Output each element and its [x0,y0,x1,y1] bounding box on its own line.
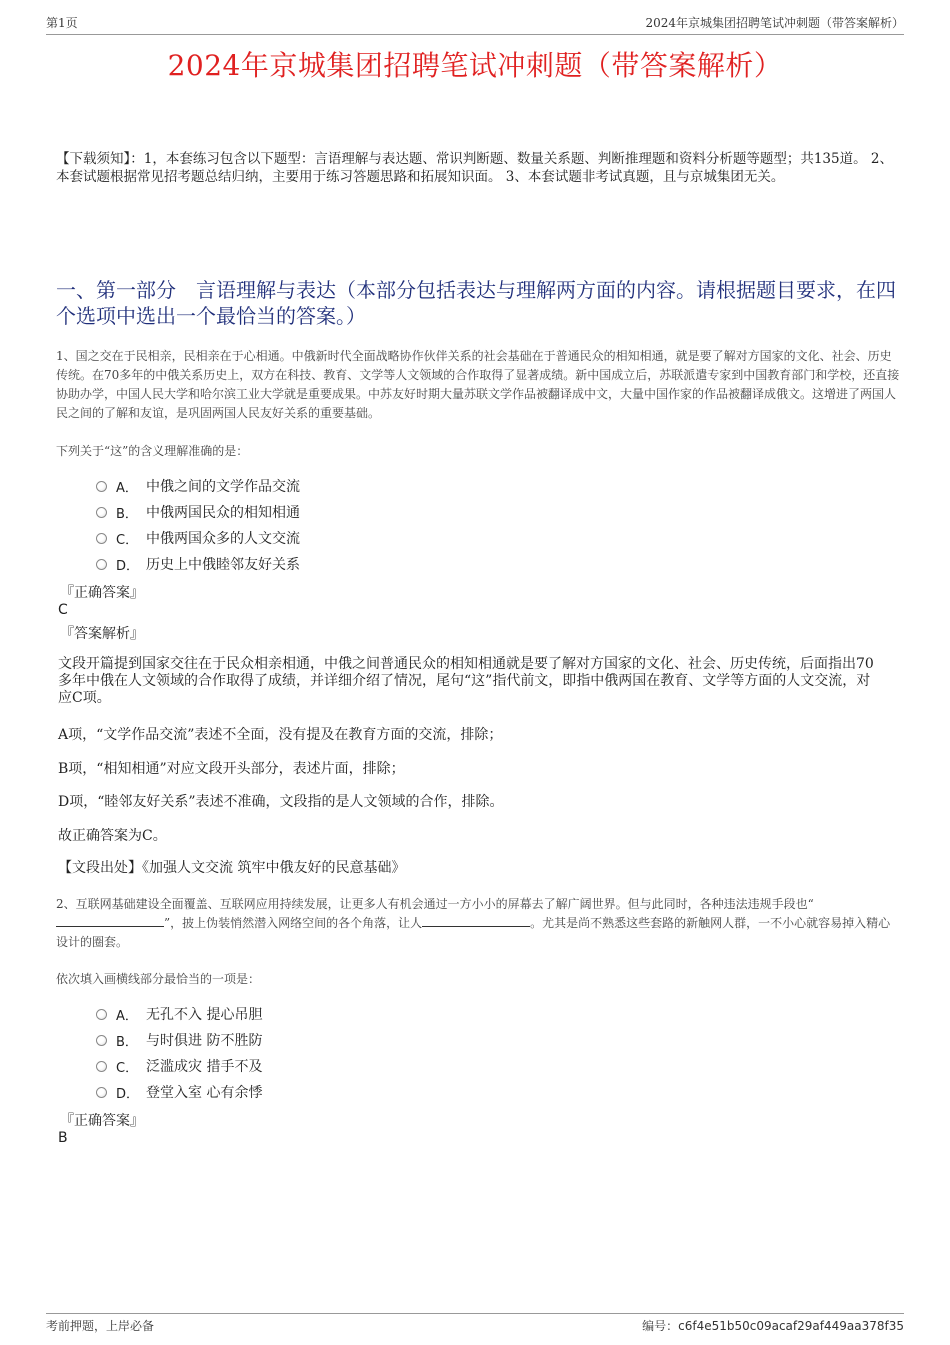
radio-icon[interactable] [96,1009,107,1020]
q1-analysis-label: 『答案解析』 [60,626,144,642]
footer-code-value: c6f4e51b50c09acaf29af449aa378f35 [678,1319,904,1333]
page-number: 第1页 [46,16,78,30]
option-text: 中俄两国民众的相知相通 [146,505,300,521]
radio-icon[interactable] [96,533,107,544]
page-header [46,14,904,35]
page-title: 2024年京城集团招聘笔试冲刺题（带答案解析） [167,49,783,82]
q2-option-c[interactable] [96,1056,262,1076]
header-doc-title: 2024年京城集团招聘笔试冲刺题（带答案解析） [645,16,904,30]
q2-option-a[interactable] [96,1004,262,1024]
option-text: 无孔不入 提心吊胆 [146,1007,263,1023]
footer-code [642,1317,904,1334]
option-letter: B． [116,1034,138,1050]
option-text: 与时俱进 防不胜防 [146,1033,263,1049]
radio-icon[interactable] [96,1035,107,1046]
option-letter: A． [116,480,138,496]
q2-answer-label: 『正确答案』 [60,1113,144,1129]
q1-analysis-a: A项，“文学作品交流”表述不全面，没有提及在教育方面的交流，排除； [58,727,503,743]
q2-text-part-1: 2、互联网基础建设全面覆盖、互联网应用持续发展，让更多人有机会通过一方小小的屏幕去了解广阔世界。但与此同时，各种违法违规手段也“ [56,897,814,911]
q2-text-part-3: 。尤其是尚不熟悉这些套路的新触网人群，一不小心就容易掉入精心设计的圈套。 [56,916,891,949]
q2-option-b[interactable] [96,1030,262,1050]
radio-icon[interactable] [96,1061,107,1072]
question-2-passage [56,895,902,952]
q2-option-d[interactable] [96,1082,262,1102]
q1-option-b[interactable] [96,502,300,522]
option-letter: C． [116,532,139,548]
option-letter: D． [116,558,140,574]
option-letter: B． [116,506,138,522]
q1-option-d[interactable] [96,554,300,574]
q2-text-part-2: ”，披上伪装悄然潜入网络空间的各个角落，让人 [164,916,423,930]
q1-conclusion: 故正确答案为C。 [58,828,167,844]
radio-icon[interactable] [96,507,107,518]
footer-slogan: 考前押题，上岸必备 [46,1319,155,1333]
page-footer [46,1313,904,1334]
q1-source: 【文段出处】《加强人文交流 筑牢中俄友好的民意基础》 [58,860,406,876]
question-1-passage: 1、国之交在于民相亲，民相亲在于心相通。中俄新时代全面战略协作伙伴关系的社会基础在于普通民众的相知相通，就是要了解对方国家的文化、社会、历史传统。在70多年的中俄关系历史上，双方在科技、教育、文学等人文领域的合作取得了显著成绩。新中国成立后，苏联派遣专家到中国教育部门和学校，还直接协助办学，中国人民大学和哈尔滨工业大学就是重要成果。中苏友好时期大量苏联文学作品被翻译成中文，大量中国作家的作品被翻译成俄文。这增进了两国人民之间的了解和友谊，是巩固两国人民友好关系的重要基础。 [56,349,900,420]
q1-analysis-d: D项，“睦邻友好关系”表述不准确，文段指的是人文领域的合作，排除。 [58,794,504,810]
option-letter: D． [116,1086,140,1102]
radio-icon[interactable] [96,1087,107,1098]
option-text: 中俄之间的文学作品交流 [146,479,300,495]
q1-answer-label: 『正确答案』 [60,585,144,601]
fill-blank-1 [56,914,164,927]
q1-answer: C [58,602,68,618]
footer-code-label: 编号： [642,1319,679,1333]
q2-answer: B [58,1130,68,1146]
fill-blank-2 [422,914,530,927]
radio-icon[interactable] [96,481,107,492]
question-2-prompt: 依次填入画横线部分最恰当的一项是： [56,972,261,986]
q1-analysis-paragraph: 文段开篇提到国家交往在于民众相亲相通，中俄之间普通民众的相知相通就是要了解对方国家的文化、社会、历史传统，后面指出70多年中俄在人文领域的合作取得了成绩，并详细介绍了情况，尾句“这”指代前文，即指中俄两国在教育、文学等方面的人文交流，对应C项。 [58,656,874,706]
q1-option-a[interactable] [96,476,300,496]
option-text: 历史上中俄睦邻友好关系 [146,557,300,573]
option-text: 泛滥成灾 措手不及 [146,1059,263,1075]
question-1-prompt: 下列关于“这”的含义理解准确的是： [56,444,249,458]
option-text: 登堂入室 心有余悸 [146,1085,263,1101]
download-notice: 【下载须知】：1，本套练习包含以下题型：言语理解与表达题、常识判断题、数量关系题、判断推理题和资料分析题等题型；共135道。 2、本套试题根据常见招考题总结归纳，主要用于练习答题思路和拓展知识面。 3、本套试题非考试真题，且与京城集团无关。 [56,151,893,185]
option-letter: C． [116,1060,139,1076]
option-letter: A． [116,1008,138,1024]
q1-analysis-b: B项，“相知相通”对应文段开头部分，表述片面，排除； [58,761,405,777]
radio-icon[interactable] [96,559,107,570]
section-heading: 一、第一部分 言语理解与表达（本部分包括表达与理解两方面的内容。请根据题目要求，在四个选项中选出一个最恰当的答案。） [56,278,896,328]
option-text: 中俄两国众多的人文交流 [146,531,300,547]
q1-option-c[interactable] [96,528,300,548]
